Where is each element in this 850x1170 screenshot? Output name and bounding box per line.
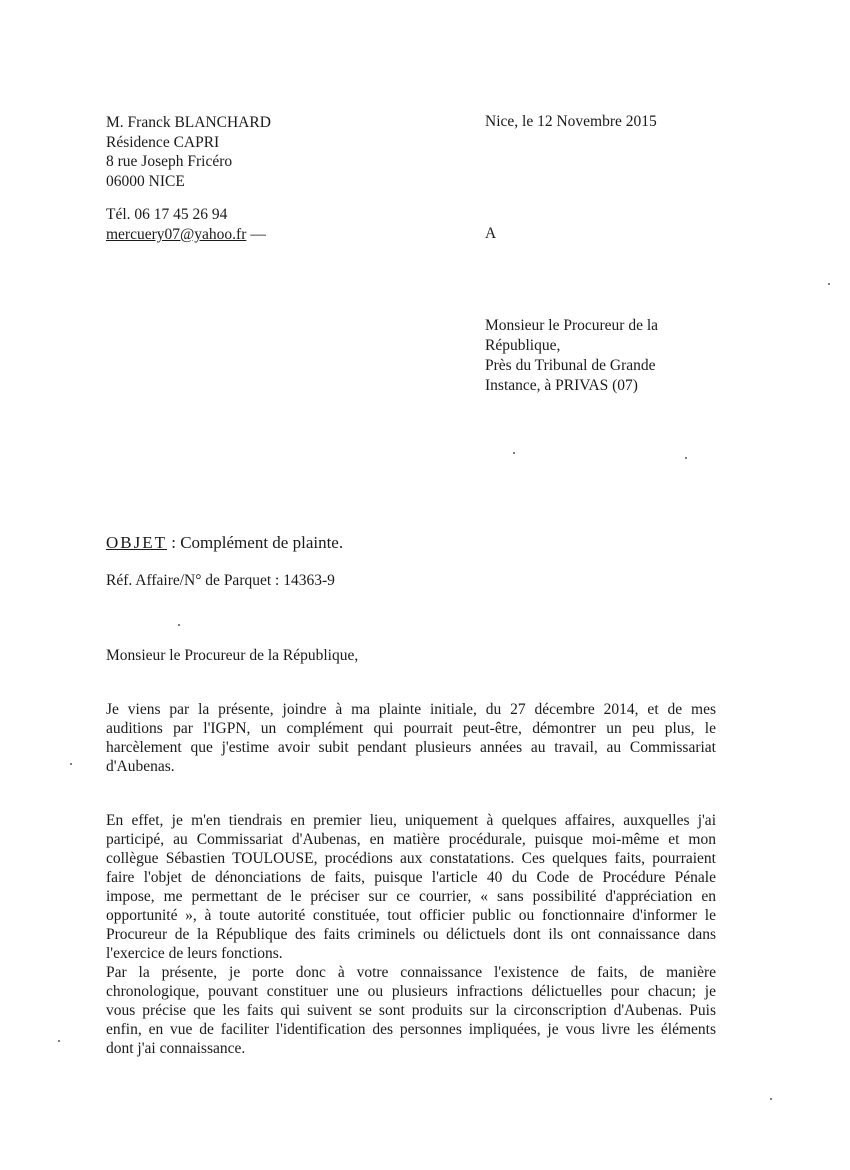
scan-speck: [770, 1098, 772, 1100]
paragraph-line: impose, me permettant de le préciser sur ce courrier, « sans possibilité d'appréciation en: [106, 888, 716, 905]
recipient-address-block: [485, 316, 658, 396]
sender-phone: Tél. 06 17 45 26 94: [106, 206, 228, 223]
recipient-prefix: A: [485, 225, 497, 242]
email-trailing-dash: —: [250, 226, 266, 243]
letter-date: Nice, le 12 Novembre 2015: [485, 113, 657, 130]
case-reference: Réf. Affaire/N° de Parquet : 14363-9: [106, 572, 335, 589]
paragraph-line: participé, au Commissariat d'Aubenas, en matière procédurale, puisque moi-même et mon: [106, 831, 716, 848]
paragraph-line: d'Aubenas.: [106, 758, 175, 775]
sender-email: mercuery07@yahoo.fr: [106, 226, 247, 243]
paragraph-line: faire l'objet de dénonciations de faits, puisque l'article 40 du Code de Procédure Pénale: [106, 869, 716, 886]
sender-name: M. Franck BLANCHARD: [106, 114, 271, 131]
paragraph-line: auditions par l'IGPN, un complément qui pourrait peut-être, démontrer un peu plus, le: [106, 720, 716, 737]
scan-speck: [828, 283, 830, 285]
scan-speck: [685, 457, 687, 459]
paragraph-line: opportunité », à toute autorité constituée, tout officier public ou fonctionnaire d'informer le: [106, 907, 716, 924]
sender-street: 8 rue Joseph Fricéro: [106, 153, 233, 170]
recipient-line: République,: [485, 337, 561, 354]
paragraph-line: l'exercice de leurs fonctions.: [106, 945, 283, 962]
subject-line: [106, 533, 343, 553]
paragraph-line: enfin, en vue de faciliter l'identification des personnes impliquées, je vous livre les éléments: [106, 1021, 716, 1038]
scan-speck: [178, 624, 180, 626]
sender-residence: Résidence CAPRI: [106, 133, 220, 151]
sender-email-line: [106, 225, 266, 244]
recipient-line: Monsieur le Procureur de la: [485, 317, 659, 334]
subject-text: : Complément de plainte.: [167, 533, 344, 552]
paragraph-line: harcèlement que j'estime avoir subit pendant plusieurs années au travail, au Commissariat: [106, 739, 716, 756]
paragraph-line: chronologique, pouvant constituer une ou plusieurs infractions délictuelles pour chacun; je: [106, 983, 716, 1000]
recipient-line: Près du Tribunal de Grande: [485, 357, 656, 374]
salutation: Monsieur le Procureur de la République,: [106, 647, 359, 664]
paragraph-line: vous précise que les faits qui suivent se sont produits sur la circonscription d'Aubenas. Puis: [106, 1002, 716, 1019]
paragraph-line: Procureur de la République des faits criminels ou délictuels dont ils ont connaissance dans: [106, 926, 716, 943]
scan-speck: [70, 763, 72, 765]
sender-address-block: [106, 113, 271, 191]
recipient-line: Instance, à PRIVAS (07): [485, 377, 638, 394]
paragraph-line: dont j'ai connaissance.: [106, 1040, 246, 1057]
body-paragraph: [106, 700, 716, 776]
body-paragraph: [106, 811, 716, 1058]
paragraph-line: Je viens par la présente, joindre à ma plainte initiale, du 27 décembre 2014, et de mes: [106, 701, 716, 718]
scan-speck: [58, 1040, 60, 1042]
paragraph-line: En effet, je m'en tiendrais en premier lieu, uniquement à quelques affaires, auxquelles j'ai: [106, 812, 716, 829]
scan-speck: [513, 452, 515, 454]
paragraph-line: Par la présente, je porte donc à votre connaissance l'existence de faits, de manière: [106, 964, 716, 981]
paragraph-line: collègue Sébastien TOULOUSE, procédions aux constatations. Ces quelques faits, pourraient: [106, 850, 716, 867]
subject-label: OBJET: [106, 533, 167, 552]
sender-city: 06000 NICE: [106, 172, 185, 190]
